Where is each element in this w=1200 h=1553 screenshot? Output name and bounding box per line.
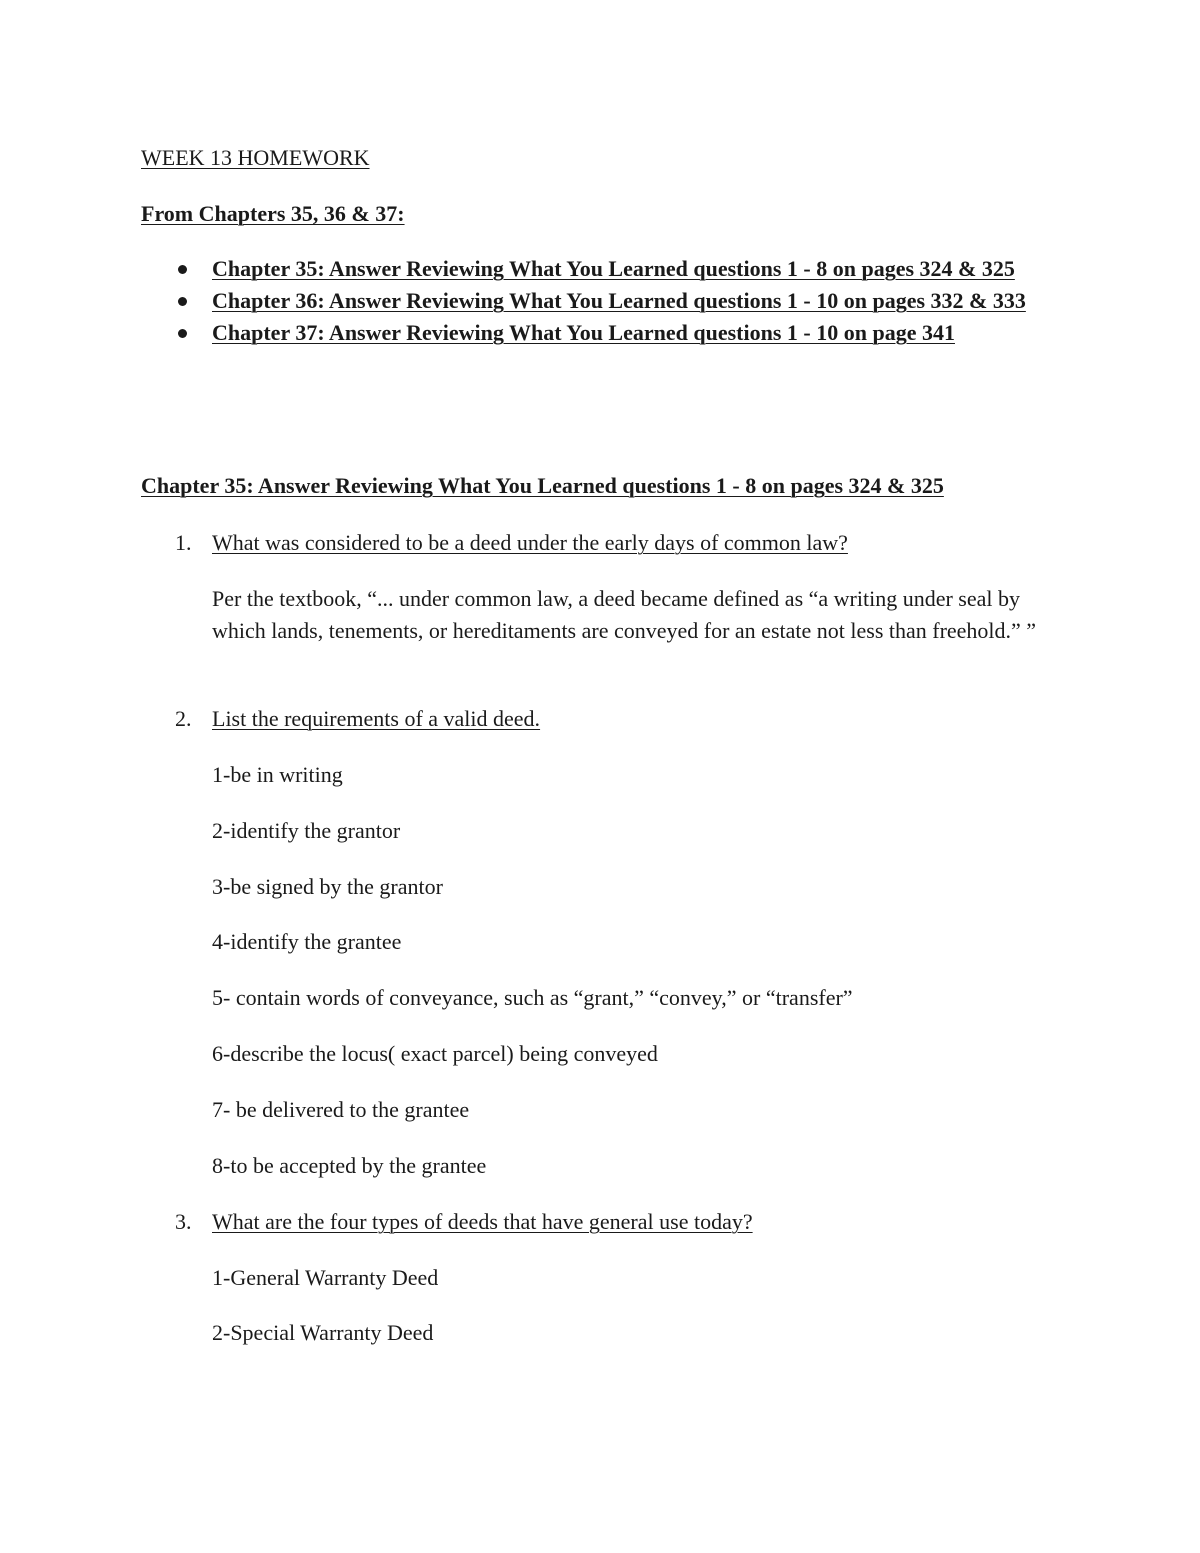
answer-item: 5- contain words of conveyance, such as “grant,” “convey,” or “transfer” — [212, 985, 853, 1010]
assignment-item — [141, 285, 1061, 317]
assignment-text: Chapter 37: Answer Reviewing What You Learned questions 1 - 10 on page 341 — [212, 320, 955, 345]
assignment-item — [141, 317, 1061, 349]
document-title: WEEK 13 HOMEWORK — [141, 145, 370, 170]
assignment-text: Chapter 35: Answer Reviewing What You Learned questions 1 - 8 on pages 324 & 325 — [212, 256, 1015, 281]
answer-item: 8-to be accepted by the grantee — [212, 1153, 487, 1178]
section-heading: Chapter 35: Answer Reviewing What You Learned questions 1 - 8 on pages 324 & 325 — [141, 473, 944, 498]
answer-item: 7- be delivered to the grantee — [212, 1097, 470, 1122]
question-text: What are the four types of deeds that have general use today? — [212, 1209, 753, 1234]
bullet-icon — [178, 329, 187, 338]
question-number: 3. — [175, 1209, 192, 1234]
assignment-list — [141, 253, 1061, 349]
bullet-icon — [178, 265, 187, 274]
answer-item: 6-describe the locus( exact parcel) being conveyed — [212, 1041, 658, 1066]
answer-item: 2-Special Warranty Deed — [212, 1320, 434, 1345]
answer-item: 4-identify the grantee — [212, 929, 402, 954]
question-text: List the requirements of a valid deed. — [212, 706, 541, 731]
bullet-icon — [178, 297, 187, 306]
question-text: What was considered to be a deed under the early days of common law? — [212, 530, 848, 555]
question-number: 1. — [175, 530, 192, 555]
question-number: 2. — [175, 706, 192, 731]
answer-item: 1-be in writing — [212, 762, 343, 787]
assignment-text: Chapter 36: Answer Reviewing What You Learned questions 1 - 10 on pages 332 & 333 — [212, 288, 1026, 313]
answer-item: 3-be signed by the grantor — [212, 874, 443, 899]
answer-text: Per the textbook, “... under common law, a deed became defined as “a writing under seal by which lands, tenements, or hereditaments are conveyed for an estate not less than freehold.” ” — [212, 586, 1037, 643]
answer-item: 2-identify the grantor — [212, 818, 401, 843]
answer-item: 1-General Warranty Deed — [212, 1265, 439, 1290]
document-subtitle: From Chapters 35, 36 & 37: — [141, 201, 405, 226]
assignment-item — [141, 253, 1061, 285]
